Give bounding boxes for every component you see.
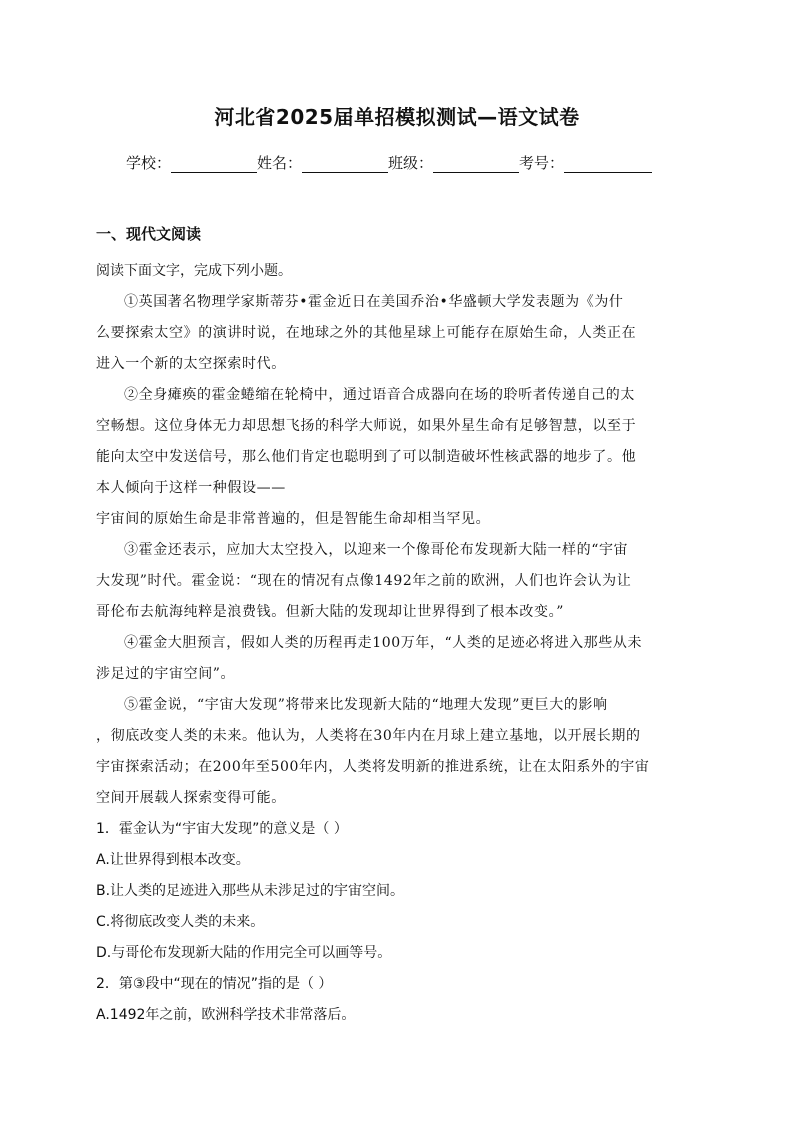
exam-number-label: 考号：: [519, 154, 565, 172]
answer-option[interactable]: C.将彻底改变人类的未来。: [96, 914, 265, 930]
answer-option[interactable]: A.1492年之前，欧洲科学技术非常落后。: [96, 1007, 356, 1023]
exam-number-field: [519, 152, 652, 173]
answer-option[interactable]: A.让世界得到根本改变。: [96, 852, 250, 868]
page-title: 河北省2025届单招模拟测试—语文试卷: [214, 105, 580, 129]
passage-line: 本人倾向于这样一种假设——: [96, 480, 286, 496]
passage-line: 哥伦布去航海纯粹是浪费钱。但新大陆的发现却让世界得到了根本改变。”: [96, 604, 564, 620]
student-info-row: [126, 152, 686, 173]
passage-line: 空畅想。这位身体无力却思想飞扬的科学大师说，如果外星生命有足够智慧，以至于: [96, 418, 637, 434]
question-stem: 2．第③段中“现在的情况”指的是（ ）: [96, 976, 333, 992]
school-label: 学校：: [126, 154, 172, 172]
answer-option[interactable]: D.与哥伦布发现新大陆的作用完全可以画等号。: [96, 945, 392, 961]
passage-line: 么要探索太空》的演讲时说，在地球之外的其他星球上可能存在原始生命，人类正在: [96, 325, 637, 341]
passage-line: ①英国著名物理学家斯蒂芬•霍金近日在美国乔治•华盛顿大学发表题为《为什: [124, 294, 624, 310]
passage-line: ⑤霍金说，“宇宙大发现”将带来比发现新大陆的“地理大发现”更巨大的影响: [124, 697, 608, 713]
exam-content: [96, 256, 700, 1031]
passage-line: ，彻底改变人类的未来。他认为，人类将在30年内在月球上建立基地，以开展长期的: [96, 728, 641, 744]
passage-line: 大发现”时代。霍金说：“现在的情况有点像1492年之前的欧洲，人们也许会认为让: [96, 573, 632, 589]
section-heading: 一、现代文阅读: [96, 225, 202, 243]
class-label: 班级：: [388, 154, 434, 172]
passage-line: 能向太空中发送信号，那么他们肯定也聪明到了可以制造破坏性核武器的地步了。他: [96, 449, 637, 465]
passage-line: 宇宙探索活动；在200年至500年内，人类将发明新的推进系统，让在太阳系外的宇宙: [96, 759, 650, 775]
name-blank[interactable]: [302, 155, 388, 173]
reading-instruction: 阅读下面文字，完成下列小题。: [96, 263, 292, 279]
class-field: [388, 152, 519, 173]
passage-line: 空间开展载人探索变得可能。: [96, 790, 286, 806]
answer-option[interactable]: B.让人类的足迹进入那些从未涉足过的宇宙空间。: [96, 883, 405, 899]
class-blank[interactable]: [433, 155, 519, 173]
exam-number-blank[interactable]: [564, 155, 652, 173]
name-label: 姓名：: [257, 154, 303, 172]
question-stem: 1．霍金认为“宇宙大发现”的意义是（ ）: [96, 821, 348, 837]
passage-line: ④霍金大胆预言，假如人类的历程再走100万年，“人类的足迹必将进入那些从未: [124, 635, 643, 651]
passage-line: 宇宙间的原始生命是非常普遍的，但是智能生命却相当罕见。: [96, 511, 491, 527]
school-blank[interactable]: [171, 155, 257, 173]
passage-line: 涉足过的宇宙空间”。: [96, 666, 236, 682]
passage-line: ③霍金还表示，应加大太空投入，以迎来一个像哥伦布发现新大陆一样的“宇宙: [124, 542, 629, 558]
passage-line: ②全身瘫痪的霍金蜷缩在轮椅中，通过语音合成器向在场的聆听者传递自己的太: [124, 387, 635, 403]
name-field: [257, 152, 388, 173]
school-field: [126, 152, 257, 173]
passage-line: 进入一个新的太空探索时代。: [96, 356, 286, 372]
